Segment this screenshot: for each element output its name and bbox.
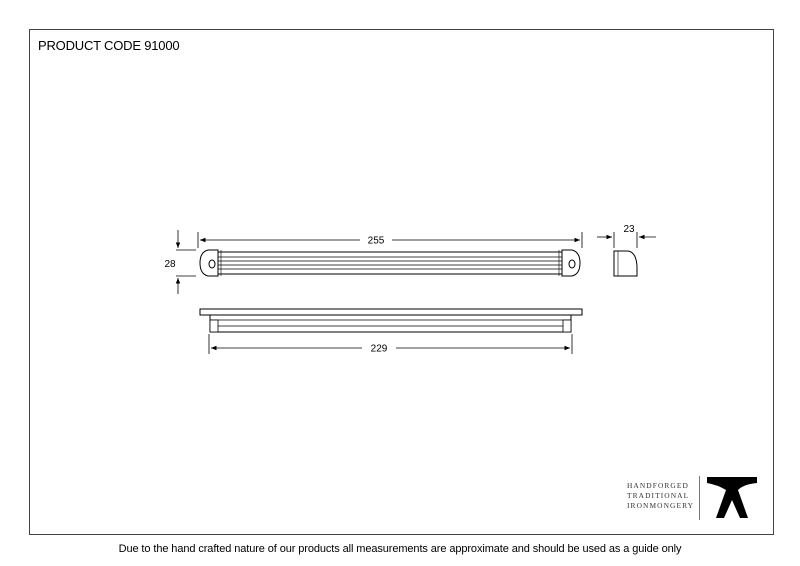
brand-text: [627, 481, 694, 511]
dimension-base-length: [209, 334, 572, 355]
brand-line-2: TRADITIONAL: [627, 491, 690, 500]
base-length-label: 229: [370, 343, 388, 355]
dimension-overall-length: [198, 232, 582, 248]
dimension-depth: [597, 224, 656, 248]
footer-disclaimer: Due to the hand crafted nature of our products all measurements are approximate and should be used as a guide only: [118, 543, 682, 555]
base-view: [200, 309, 582, 332]
overall-length-label: 255: [367, 235, 385, 247]
side-view: [614, 251, 637, 276]
dimension-height: [164, 230, 196, 294]
anvil-icon: [704, 474, 760, 520]
product-code: PRODUCT CODE 91000: [38, 38, 180, 53]
height-label: 28: [164, 259, 176, 270]
brand-line-3: IRONMONGERY: [627, 501, 695, 510]
brand-line-1: HANDFORGED: [627, 481, 689, 490]
brand-divider: [699, 476, 700, 520]
front-view: [200, 250, 580, 276]
depth-label: 23: [623, 224, 635, 235]
